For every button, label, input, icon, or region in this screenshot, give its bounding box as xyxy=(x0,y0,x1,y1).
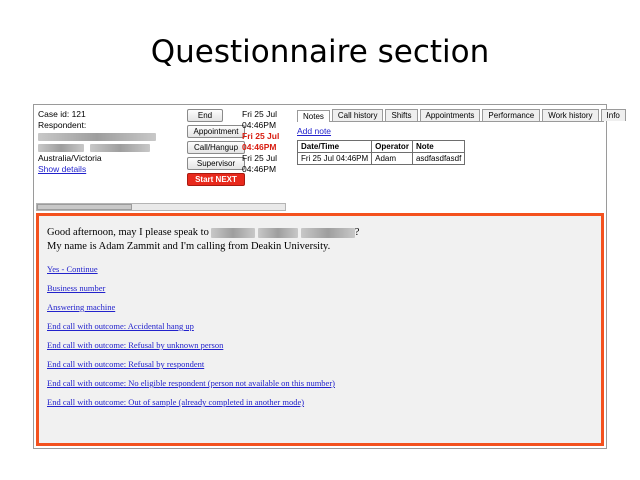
show-details-link[interactable]: Show details xyxy=(38,164,87,174)
case-id-value: 121 xyxy=(71,109,86,119)
column-header-datetime: Date/Time xyxy=(298,141,372,153)
alert-date: Fri 25 Jul xyxy=(242,131,280,141)
case-id-row xyxy=(38,109,178,120)
script-question-mark: ? xyxy=(354,227,360,238)
current-date: Fri 25 Jul xyxy=(242,109,277,119)
option-yes-continue[interactable]: Yes - Continue xyxy=(47,264,98,274)
appointment-button[interactable]: Appointment xyxy=(187,125,245,138)
page-title: Questionnaire section xyxy=(150,34,490,70)
script-options-list xyxy=(47,264,593,407)
redacted-respondent-name xyxy=(38,133,156,141)
script-line-1 xyxy=(47,226,593,240)
option-no-eligible-respondent[interactable]: End call with outcome: No eligible respondent (person not available on this number) xyxy=(47,378,335,388)
tabs-panel xyxy=(297,107,620,199)
tab-info[interactable]: Info xyxy=(601,109,626,121)
case-panel xyxy=(38,109,178,175)
location-text: Australia/Victoria xyxy=(38,153,102,163)
cell-note: asdfasdfasdf xyxy=(412,153,464,165)
option-answering-machine[interactable]: Answering machine xyxy=(47,302,116,312)
add-note-link[interactable]: Add note xyxy=(297,126,332,136)
redacted-phone-b xyxy=(90,144,150,152)
tab-strip xyxy=(297,107,620,122)
time-panel xyxy=(242,109,300,175)
script-greeting-text: Good afternoon, may I please speak to xyxy=(47,227,209,238)
alert-time: 04:46PM xyxy=(242,142,277,152)
secondary-time: 04:46PM xyxy=(242,164,277,174)
supervisor-button[interactable]: Supervisor xyxy=(187,157,245,170)
application-screenshot xyxy=(33,104,620,449)
redacted-name-1 xyxy=(211,228,255,238)
end-button[interactable]: End xyxy=(187,109,223,122)
option-business-number[interactable]: Business number xyxy=(47,283,106,293)
redacted-name-2 xyxy=(258,228,298,238)
column-header-operator: Operator xyxy=(372,141,413,153)
start-next-button[interactable]: Start NEXT xyxy=(187,173,245,186)
tab-notes[interactable]: Notes xyxy=(297,110,330,122)
action-button-column xyxy=(187,109,247,189)
tab-work-history[interactable]: Work history xyxy=(542,109,598,121)
respondent-redacted-row xyxy=(38,131,178,142)
call-hangup-button[interactable]: Call/Hangup xyxy=(187,141,245,154)
cell-datetime: Fri 25 Jul 04:46PM xyxy=(298,153,372,165)
tab-shifts[interactable]: Shifts xyxy=(385,109,417,121)
secondary-date: Fri 25 Jul xyxy=(242,153,277,163)
option-accidental-hangup[interactable]: End call with outcome: Accidental hang up xyxy=(47,321,194,331)
current-time: 04:46PM xyxy=(242,120,277,130)
option-refusal-unknown-person[interactable]: End call with outcome: Refusal by unknown person xyxy=(47,340,224,350)
notes-table xyxy=(297,140,465,165)
column-header-note: Note xyxy=(412,141,464,153)
redacted-phone-a xyxy=(38,144,84,152)
respondent-label: Respondent: xyxy=(38,120,87,130)
cell-operator: Adam xyxy=(372,153,413,165)
phone-redacted-row xyxy=(38,142,178,153)
case-id-label: Case id: xyxy=(38,109,70,119)
table-header-row xyxy=(298,141,465,153)
horizontal-scrollbar[interactable] xyxy=(36,203,286,211)
tab-performance[interactable]: Performance xyxy=(482,109,540,121)
option-out-of-sample[interactable]: End call with outcome: Out of sample (already completed in another mode) xyxy=(47,397,305,407)
table-row[interactable] xyxy=(298,153,465,165)
tab-appointments[interactable]: Appointments xyxy=(420,109,481,121)
scrollbar-thumb[interactable] xyxy=(37,204,132,210)
tab-call-history[interactable]: Call history xyxy=(332,109,384,121)
script-line-2: My name is Adam Zammit and I'm calling from Deakin University. xyxy=(47,241,331,252)
questionnaire-script-panel xyxy=(36,213,604,446)
redacted-name-3 xyxy=(301,228,355,238)
option-refusal-respondent[interactable]: End call with outcome: Refusal by respondent xyxy=(47,359,205,369)
